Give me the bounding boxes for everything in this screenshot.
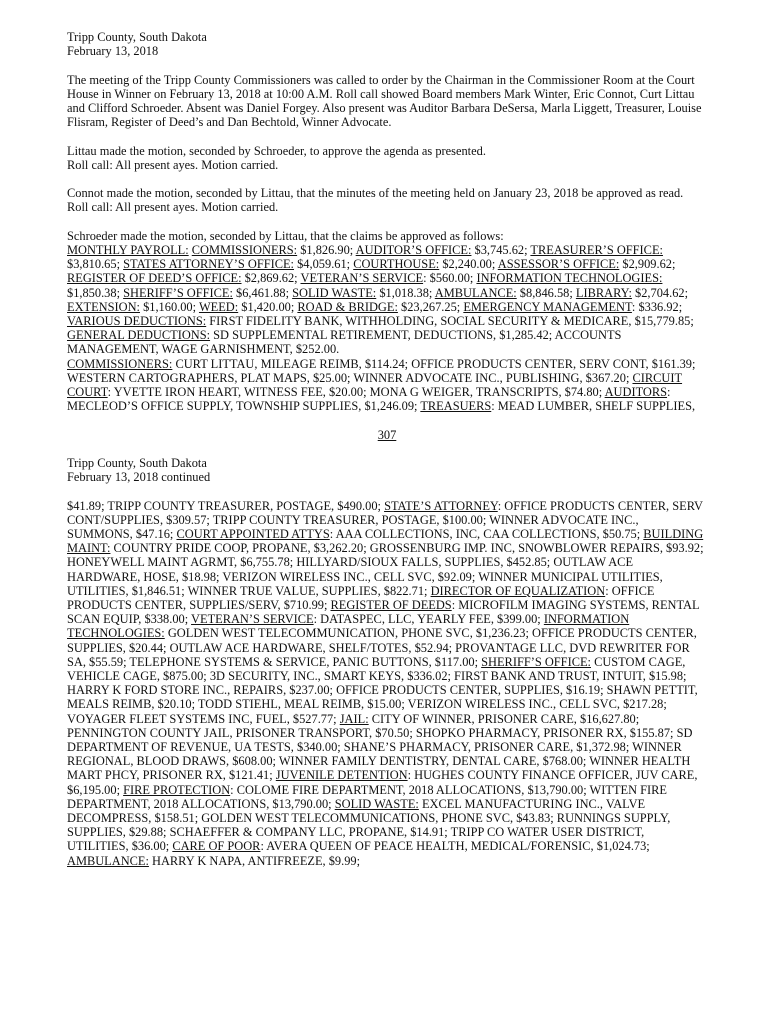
claim-entry-text: : $560.00; bbox=[423, 271, 477, 286]
claim-entry-text: : DATASPEC, LLC, YEARLY FEE, $399.00; bbox=[313, 612, 544, 627]
department-claims bbox=[67, 357, 707, 414]
claim-entry-text: : OFFICE PRODUCTS CENTER, SERV CONT/SUPPLIES, $309.57; TRIPP COUNTY TREASURER, POSTAGE, $100.00; WINNER ADVOCATE INC., SUMMONS, $47.16; bbox=[67, 498, 703, 541]
claim-entry-text: $8,846.58; bbox=[516, 285, 576, 300]
agenda-roll-call: Roll call: All present ayes. Motion carried. bbox=[67, 157, 279, 172]
claim-category-heading: SOLID WASTE: bbox=[334, 796, 419, 811]
claim-category-heading: WEED: bbox=[198, 299, 239, 314]
continued-date-header: February 13, 2018 continued bbox=[67, 470, 211, 485]
meeting-minutes-document bbox=[67, 30, 707, 868]
claim-category-heading: COMMISSIONERS: bbox=[191, 242, 298, 257]
claim-category-heading: FIRE PROTECTION bbox=[123, 782, 231, 797]
claim-entry-text: SD SUPPLEMENTAL RETIREMENT, DEDUCTIONS, $1,285.42; ACCOUNTS MANAGEMENT, WAGE GARNISHMENT, $252.00. bbox=[67, 328, 622, 357]
claim-category-heading: TREASUERS bbox=[420, 399, 492, 414]
continued-claims bbox=[67, 499, 707, 868]
claim-category-heading: INFORMATION TECHNOLOGIES: bbox=[67, 612, 630, 641]
claim-category-heading: COMMISSIONERS: bbox=[67, 356, 173, 371]
claim-entry-text: CURT LITTAU, MILEAGE REIMB, $114.24; OFFICE PRODUCTS CENTER, SERV CONT, $161.39; WESTERN CARTOGRAPHERS, PLAT MAPS, $25.00; WINNER ADVOCATE INC., PUBLISHING, $367.20; bbox=[67, 356, 696, 385]
claim-entry-text: HARRY K NAPA, ANTIFREEZE, $9.99; bbox=[148, 853, 361, 868]
claim-category-heading: SHERIFF’S OFFICE: bbox=[481, 654, 591, 669]
page-number-text: 307 bbox=[377, 427, 397, 442]
page-number bbox=[67, 428, 707, 442]
claim-category-heading: EMERGENCY MANAGEMENT bbox=[463, 299, 632, 314]
claim-category-heading: GENERAL DEDUCTIONS: bbox=[67, 328, 211, 343]
claim-entry-text: CUSTOM CAGE, VEHICLE CAGE, $875.00; 3D SECURITY, INC., SMART KEYS, $336.02; FIRST BANK AND TRUST, INTUIT, $15.98; HARRY K FORD STORE INC., REPAIRS, $237.00; OFFICE PRODUCTS CENTER, SUPPLIES, $16.19; SHAWN PETTIT, MEALS REIMB, $20.10; TODD STIEHL, MEAL REIMB, $15.00; VERIZON WIRELESS INC., CELL SVC, $217.28; VOYAGER FLEET SYSTEMS INC, FUEL, $527.77; bbox=[67, 654, 698, 726]
claim-entry-text: $3,745.62; bbox=[471, 242, 531, 257]
claim-category-heading: STATES ATTORNEY’S OFFICE: bbox=[123, 257, 295, 272]
claim-entry-text: : $336.92; bbox=[631, 299, 683, 314]
claim-entry-text: : MEAD LUMBER, SHELF SUPPLIES, bbox=[491, 399, 696, 414]
claim-entry-text: FIRST FIDELITY BANK, WITHHOLDING, SOCIAL SECURITY & MEDICARE, $15,779.85; bbox=[206, 314, 694, 328]
claim-entry-text: $1,420.00; bbox=[238, 299, 298, 314]
opening-paragraph: The meeting of the Tripp County Commissioners was called to order by the Chairman in the Commissioner Room at the Court House in Winner on February 13, 2018 at 10:00 A.M. Roll call showed Board members Mark Winter, Eric Connot, Curt Littau and Clifford Schroeder. Absent was Daniel Forgey. Also present was Auditor Barbara DeSersa, Marla Liggett, Treasurer, Louise Flisram, Register of Deed’s and Dan Bechtold, Winner Advocate. bbox=[67, 72, 702, 130]
claim-entry-text: $41.89; TRIPP COUNTY TREASURER, POSTAGE, $490.00; bbox=[67, 498, 385, 513]
claim-entry-text: $23,267.25; bbox=[397, 299, 464, 314]
claim-entry-text: $2,240.00; bbox=[439, 257, 498, 272]
claim-entry-text: $1,826.90; bbox=[297, 242, 356, 257]
claim-category-heading: CIRCUIT COURT bbox=[67, 370, 683, 400]
claim-entry-text: GOLDEN WEST TELECOMMUNICATION, PHONE SVC, $1,236.23; OFFICE PRODUCTS CENTER, SUPPLIES, $20.44; OUTLAW ACE HARDWARE, SHELF/TOTES, $52.94; PROVANTAGE LLC, DVD REWRITER FOR SA, $55.59; TELEPHONE SYSTEMS & SERVICE, PANIC BUTTONS, $117.00; bbox=[67, 626, 697, 669]
claim-category-heading: INFORMATION TECHNOLOGIES: bbox=[476, 271, 663, 286]
agenda-motion bbox=[67, 144, 707, 172]
claim-entry-text: COUNTRY PRIDE COOP, PROPANE, $3,262.20; GROSSENBURG IMP. INC, SNOWBLOWER REPAIRS, $93.92; HONEYWELL MAINT AGRMT, $6,755.78; HILLYARD/SIOUX FALLS, SUPPLIES, $452.85; OUTLAW ACE HARDWARE, HOSE, $18.98; VERIZON WIRELESS INC., CELL SVC, $92.09; WINNER MUNICIPAL UTILITIES, UTILITIES, $1,846.51; WINNER TRUE VALUE, SUPPLIES, $822.71; bbox=[67, 541, 704, 598]
claim-entry-text: EXCEL MANUFACTURING INC., VALVE DECOMPRESS, $158.51; GOLDEN WEST TELECOMMUNICATIONS, PHONE SVC, $43.83; RUNNINGS SUPPLY, SUPPLIES, $29.88; SCHAEFFER & COMPANY LLC, PROPANE, $14.91; TRIPP CO WATER USER DISTRICT, UTILITIES, $36.00; bbox=[67, 796, 671, 854]
claim-entry-text: $6,461.88; bbox=[232, 285, 293, 300]
claim-category-heading: LIBRARY: bbox=[575, 285, 632, 300]
claim-category-heading: BUILDING MAINT: bbox=[67, 527, 704, 556]
claim-entry-text: $1,160.00; bbox=[139, 299, 199, 314]
claim-entry-text: $2,704.62; bbox=[631, 285, 689, 300]
claim-category-heading: EXTENSION: bbox=[67, 299, 140, 314]
claim-entry-text: : OFFICE PRODUCTS CENTER, SUPPLIES/SERV, $710.99; bbox=[67, 583, 655, 613]
claim-entry-text: $1,850.38; bbox=[67, 285, 124, 300]
claim-category-heading: JAIL: bbox=[339, 711, 369, 726]
claim-category-heading: MONTHLY PAYROLL: bbox=[67, 242, 189, 257]
claim-entry-text: $2,869.62; bbox=[241, 271, 301, 286]
claim-entry-text: $3,810.65; bbox=[67, 257, 124, 272]
claim-entry-text: $2,909.62; bbox=[619, 257, 676, 272]
claim-category-heading: VARIOUS DEDUCTIONS: bbox=[67, 314, 207, 328]
continued-county-header: Tripp County, South Dakota bbox=[67, 456, 207, 470]
claim-category-heading: REGISTER OF DEEDS bbox=[330, 598, 452, 613]
claim-category-heading: VETERAN’S SERVICE bbox=[191, 612, 314, 627]
minutes-motion-text: Connot made the motion, seconded by Littau, that the minutes of the meeting held on January 23, 2018 be approved as read. bbox=[67, 186, 684, 201]
claim-entry-text: : AVERA QUEEN OF PEACE HEALTH, MEDICAL/FORENSIC, $1,024.73; bbox=[260, 839, 650, 854]
claim-entry-text: $1,018.38; bbox=[376, 285, 435, 300]
minutes-motion bbox=[67, 186, 707, 214]
claim-category-heading: AMBULANCE: bbox=[67, 853, 149, 868]
claim-category-heading: COURT APPOINTED ATTYS bbox=[176, 527, 330, 541]
claim-category-heading: DIRECTOR OF EQUALIZATION bbox=[430, 583, 606, 598]
claim-category-heading: REGISTER OF DEED’S OFFICE: bbox=[67, 271, 242, 286]
claim-category-heading: TREASURER’S OFFICE: bbox=[530, 242, 663, 257]
claim-category-heading: AUDITOR’S OFFICE: bbox=[355, 242, 472, 257]
minutes-roll-call: Roll call: All present ayes. Motion carried. bbox=[67, 200, 279, 215]
meeting-date: February 13, 2018 bbox=[67, 44, 159, 59]
claim-category-heading: STATE’S ATTORNEY bbox=[384, 498, 498, 513]
claim-entry-text: : HUGHES COUNTY FINANCE OFFICER, JUV CARE, $6,195.00; bbox=[67, 768, 698, 797]
claim-entry-text: : COLOME FIRE DEPARTMENT, 2018 ALLOCATIONS, $13,790.00; WITTEN FIRE DEPARTMENT, 2018 ALLOCATIONS, $13,790.00; bbox=[67, 782, 667, 811]
claim-category-heading: JUVENILE DETENTION bbox=[275, 768, 408, 783]
claim-category-heading: SHERIFF’S OFFICE: bbox=[123, 285, 233, 300]
claim-category-heading: SOLID WASTE: bbox=[292, 285, 377, 300]
claims-intro: Schroeder made the motion, seconded by Littau, that the claims be approved as follows: bbox=[67, 228, 504, 243]
claim-category-heading: AUDITORS bbox=[604, 385, 668, 400]
county-header: Tripp County, South Dakota bbox=[67, 30, 207, 44]
payroll-claims bbox=[67, 243, 707, 357]
claim-entry-text: : AAA COLLECTIONS, INC, CAA COLLECTIONS, $50.75; bbox=[329, 527, 644, 541]
claim-category-heading: CARE OF POOR bbox=[172, 839, 261, 854]
claim-category-heading: COURTHOUSE: bbox=[353, 257, 440, 272]
agenda-motion-text: Littau made the motion, seconded by Schroeder, to approve the agenda as presented. bbox=[67, 143, 486, 158]
claim-entry-text: : MECLEOD’S OFFICE SUPPLY, TOWNSHIP SUPPLIES, $1,246.09; bbox=[67, 385, 671, 414]
claim-category-heading: ROAD & BRIDGE: bbox=[297, 299, 398, 314]
claim-entry-text: CITY OF WINNER, PRISONER CARE, $16,627.80; PENNINGTON COUNTY JAIL, PRISONER TRANSPORT, $70.50; SHOPKO PHARMACY, PRISONER RX, $155.87; SD DEPARTMENT OF REVENUE, UA TESTS, $340.00; SHANE’S PHARMACY, PRISONER CARE, $1,372.98; WINNER REGIONAL, BLOOD DRAWS, $608.00; WINNER FAMILY DENTISTRY, DENTAL CARE, $768.00; WINNER HEALTH MART PHCY, PRISONER RX, $121.41; bbox=[67, 711, 693, 783]
claim-category-heading: AMBULANCE: bbox=[434, 285, 517, 300]
claim-category-heading: ASSESSOR’S OFFICE: bbox=[497, 257, 620, 272]
claim-entry-text: $4,059.61; bbox=[294, 257, 354, 272]
claim-category-heading: VETERAN’S SERVICE bbox=[300, 271, 424, 286]
claim-entry-text: : MICROFILM IMAGING SYSTEMS, RENTAL SCAN EQUIP, $338.00; bbox=[67, 598, 700, 627]
claim-entry-text: : YVETTE IRON HEART, WITNESS FEE, $20.00; MONA G WEIGER, TRANSCRIPTS, $74.80; bbox=[107, 385, 605, 400]
